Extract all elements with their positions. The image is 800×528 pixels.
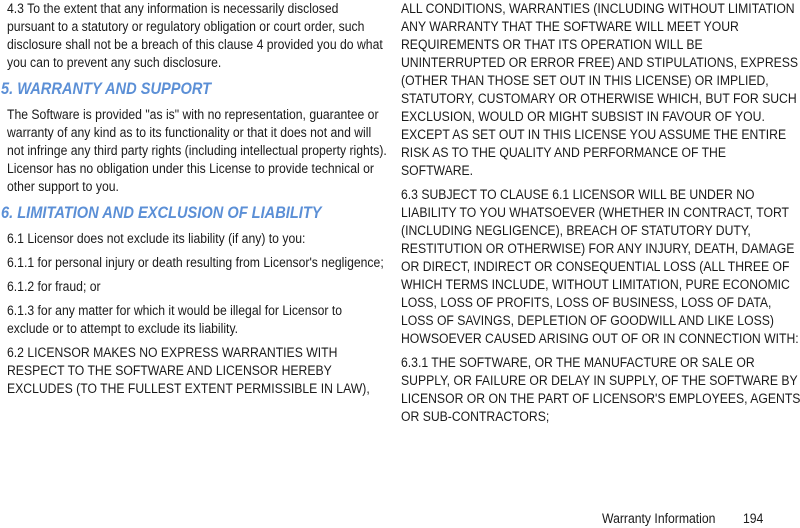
clause-6-3-1: 6.3.1 THE SOFTWARE, OR THE MANUFACTURE OR SALE OR SUPPLY, OR FAILURE OR DELAY IN SUPPLY, OF THE SOFTWARE BY LICENSOR OR ON THE PART OF LICENSOR'S EMPLOYEES, AGENTS OR SUB-CONTRACTORS; xyxy=(401,355,800,425)
clause-6-2-continued: ALL CONDITIONS, WARRANTIES (INCLUDING WITHOUT LIMITATION ANY WARRANTY THAT THE SOFTWARE WILL MEET YOUR REQUIREMENTS OR THAT ITS OPERATION WILL BE UNINTERRUPTED OR ERROR FREE) AND STIPULATIONS, EXPRESS (OTHER THAN THOSE SET OUT IN THIS LICENSE) OR IMPLIED, STATUTORY, CUSTOMARY OR OTHERWISE WHICH, BUT FOR SUCH EXCLUSION, WOULD OR MIGHT SUBSIST IN FAVOUR OF YOU. EXCEPT AS SET OUT IN THIS LICENSE YOU ASSUME THE ENTIRE RISK AS TO THE QUALITY AND PERFORMANCE OF THE SOFTWARE. xyxy=(401,1,799,179)
clause-6-2-start: 6.2 LICENSOR MAKES NO EXPRESS WARRANTIES WITH RESPECT TO THE SOFTWARE AND LICENSOR HEREBY EXCLUDES (TO THE FULLEST EXTENT PERMISSIBLE IN LAW), xyxy=(7,345,370,397)
section-6-heading: 6. LIMITATION AND EXCLUSION OF LIABILITY xyxy=(0,203,322,222)
page-number: 194 xyxy=(742,511,764,527)
section-5-heading: 5. WARRANTY AND SUPPORT xyxy=(0,79,212,98)
footer-section-title: Warranty Information xyxy=(602,511,716,527)
page-footer xyxy=(602,510,765,528)
clause-6-1: 6.1 Licensor does not exclude its liability (if any) to you: xyxy=(7,231,306,247)
clause-6-1-1: 6.1.1 for personal injury or death resulting from Licensor's negligence; xyxy=(7,255,384,271)
clause-4-3: 4.3 To the extent that any information is necessarily disclosed pursuant to a statutory or regulatory obligation or court order, such disclosure shall not be a breach of this clause 4 provided you do what you can to prevent any such disclosure. xyxy=(7,1,383,71)
clause-6-3: 6.3 SUBJECT TO CLAUSE 6.1 LICENSOR WILL BE UNDER NO LIABILITY TO YOU WHATSOEVER (WHETHER IN CONTRACT, TORT (INCLUDING NEGLIGENCE), BREACH OF STATUTORY DUTY, RESTITUTION OR OTHERWISE) FOR ANY INJURY, DEATH, DAMAGE OR DIRECT, INDIRECT OR CONSEQUENTIAL LOSS (ALL THREE OF WHICH TERMS INCLUDE, WITHOUT LIMITATION, PURE ECONOMIC LOSS, LOSS OF PROFITS, LOSS OF BUSINESS, LOSS OF DATA, LOSS OF SAVINGS, DEPLETION OF GOODWILL AND LIKE LOSS) HOWSOEVER CAUSED ARISING OUT OF OR IN CONNECTION WITH: xyxy=(401,187,799,347)
left-column xyxy=(0,0,387,404)
right-column xyxy=(401,0,800,432)
section-5-paragraph: The Software is provided "as is" with no representation, guarantee or warranty of any kind as to its functionality or that it does not and will not infringe any third party rights (including intellectual property rights). Licensor has no obligation under this License to provide technical or other support to you. xyxy=(7,107,387,195)
clause-6-1-3: 6.1.3 for any matter for which it would be illegal for Licensor to exclude or to attempt to exclude its liability. xyxy=(7,303,343,337)
clause-6-1-2: 6.1.2 for fraud; or xyxy=(7,279,101,295)
